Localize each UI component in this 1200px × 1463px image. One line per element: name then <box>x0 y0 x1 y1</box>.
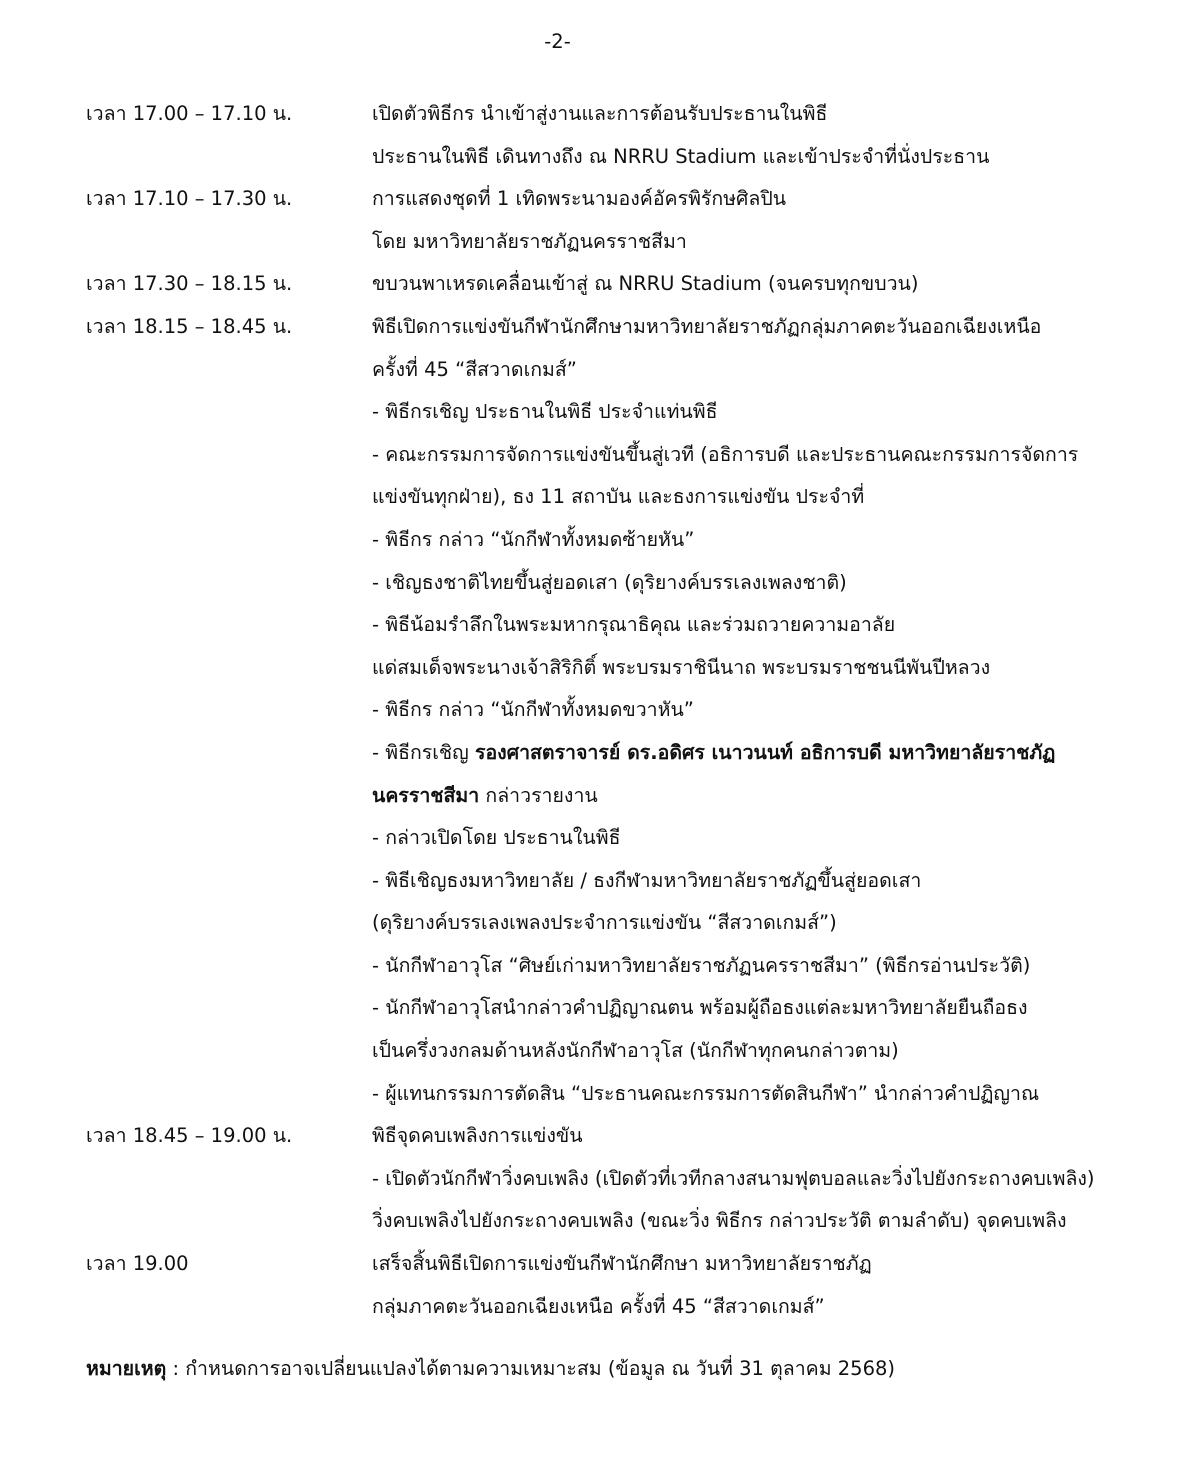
text-segment: เปิดตัวพิธีกร นำเข้าสู่งานและการต้อนรับประธานในพิธี <box>372 102 828 125</box>
schedule-text <box>372 1073 1039 1116</box>
schedule-text <box>372 178 786 221</box>
text-segment: - พิธีกรเชิญ ประธานในพิธี ประจำแท่นพิธี <box>372 400 718 424</box>
schedule-line <box>0 391 1200 434</box>
text-segment: ครั้งที่ 45 “สีสวาดเกมส์” <box>372 357 577 381</box>
text-segment: - เชิญธงชาติไทยขึ้นสู่ยอดเสา (ดุริยางค์บรรเลงเพลงชาติ) <box>372 570 847 594</box>
schedule-text <box>372 689 694 732</box>
text-segment: - พิธีกรเชิญ <box>372 740 475 764</box>
bold-text-segment: นครราชสีมา <box>372 783 480 807</box>
schedule-line <box>0 1158 1200 1201</box>
schedule-line <box>0 306 1200 349</box>
text-segment: ประธานในพิธี เดินทางถึง ณ NRRU Stadium และเข้าประจำที่นั่งประธาน <box>372 144 990 168</box>
schedule-line <box>0 902 1200 945</box>
schedule-text <box>372 945 1030 988</box>
schedule-line <box>0 817 1200 860</box>
text-segment: - พิธีกร กล่าว “นักกีฬาทั้งหมดซ้ายหัน” <box>372 527 695 551</box>
schedule-line <box>0 1200 1200 1243</box>
schedule-line <box>0 1286 1200 1329</box>
text-segment: วิ่งคบเพลิงไปยังกระถางคบเพลิง (ขณะวิ่ง พิธีกร กล่าวประวัติ ตามลำดับ) จุดคบเพลิง <box>372 1209 1067 1233</box>
schedule-text <box>372 732 1055 775</box>
schedule-text <box>372 1243 872 1286</box>
note-label: หมายเหตุ <box>86 1357 167 1380</box>
text-segment: - พิธีน้อมรำลึกในพระมหากรุณาธิคุณ และร่วมถวายความอาลัย <box>372 613 896 637</box>
schedule-line <box>0 1073 1200 1116</box>
schedule-time: เวลา 18.15 – 18.45 น. <box>86 314 293 338</box>
text-segment: - นักกีฬาอาวุโสนำกล่าวคำปฏิญาณตน พร้อมผู้ถือธงแต่ละมหาวิทยาลัยยืนถือธง <box>372 996 1028 1020</box>
schedule-line <box>0 732 1200 775</box>
note <box>86 1348 895 1390</box>
schedule-line <box>0 945 1200 988</box>
schedule-text <box>372 1030 899 1073</box>
schedule-line <box>0 775 1200 818</box>
text-segment: - นักกีฬาอาวุโส “ศิษย์เก่ามหาวิทยาลัยราชภัฏนครราชสีมา” (พิธีกรอ่านประวัติ) <box>372 953 1031 977</box>
schedule-text <box>372 93 827 136</box>
text-segment: - ผู้แทนกรรมการตัดสิน “ประธานคณะกรรมการตัดสินกีฬา” นำกล่าวคำปฏิญาณ <box>372 1081 1040 1105</box>
schedule-text <box>372 476 864 519</box>
text-segment: ขบวนพาเหรดเคลื่อนเข้าสู่ ณ NRRU Stadium (จนครบทุกขบวน) <box>372 272 919 296</box>
schedule-text <box>372 306 1041 349</box>
schedule-line <box>0 562 1200 605</box>
schedule-text <box>372 1115 583 1158</box>
schedule-line <box>0 434 1200 477</box>
schedule-text <box>372 817 620 860</box>
schedule-text <box>372 349 577 392</box>
schedule-text <box>372 647 990 690</box>
schedule-time: เวลา 17.00 – 17.10 น. <box>86 102 293 125</box>
schedule-text <box>372 221 687 264</box>
text-segment: เสร็จสิ้นพิธีเปิดการแข่งขันกีฬานักศึกษา มหาวิทยาลัยราชภัฏ <box>372 1252 872 1276</box>
schedule-line <box>0 178 1200 221</box>
schedule-line <box>0 519 1200 562</box>
text-segment: พิธีเปิดการแข่งขันกีฬานักศึกษามหาวิทยาลัยราชภัฏกลุ่มภาคตะวันออกเฉียงเหนือ <box>372 314 1042 338</box>
schedule-text <box>372 1158 1095 1201</box>
bold-text-segment: รองศาสตราจารย์ ดร.อดิศร เนาวนนท์ อธิการบดี มหาวิทยาลัยราชภัฏ <box>474 740 1056 764</box>
schedule-line <box>0 263 1200 306</box>
text-segment: - พิธีเชิญธงมหาวิทยาลัย / ธงกีฬามหาวิทยาลัยราชภัฏขึ้นสู่ยอดเสา <box>372 868 922 892</box>
schedule-line <box>0 647 1200 690</box>
schedule-text <box>372 1286 825 1329</box>
schedule-text <box>372 562 847 605</box>
schedule-time: เวลา 17.10 – 17.30 น. <box>86 187 293 211</box>
schedule-line <box>0 136 1200 179</box>
text-segment: โดย มหาวิทยาลัยราชภัฏนครราชสีมา <box>372 229 687 253</box>
schedule-line <box>0 1030 1200 1073</box>
text-segment: - กล่าวเปิดโดย ประธานในพิธี <box>372 826 621 850</box>
schedule-text <box>372 136 989 179</box>
schedule-line <box>0 860 1200 903</box>
schedule-text <box>372 519 694 562</box>
text-segment: การแสดงชุดที่ 1 เทิดพระนามองค์อัครพิรักษศิลปิน <box>372 187 787 211</box>
text-segment: - เปิดตัวนักกีฬาวิ่งคบเพลิง (เปิดตัวที่เวทีกลางสนามฟุตบอลและวิ่งไปยังกระถางคบเพลิง) <box>372 1166 1095 1190</box>
schedule-line <box>0 349 1200 392</box>
text-segment: พิธีจุดคบเพลิงการแข่งขัน <box>372 1124 583 1148</box>
schedule-text <box>372 434 1078 477</box>
schedule-line <box>0 987 1200 1030</box>
text-segment: (ดุริยางค์บรรเลงเพลงประจำการแข่งขัน “สีสวาดเกมส์”) <box>372 911 837 935</box>
schedule-text <box>372 902 837 945</box>
schedule-line <box>0 221 1200 264</box>
schedule-text <box>372 1200 1067 1243</box>
text-segment: กล่าวรายงาน <box>479 783 598 807</box>
schedule-text <box>372 987 1028 1030</box>
schedule-time: เวลา 17.30 – 18.15 น. <box>86 272 293 296</box>
schedule-text <box>372 263 918 306</box>
page-number: -2- <box>544 30 571 53</box>
schedule-line <box>0 1115 1200 1158</box>
schedule-line <box>0 689 1200 732</box>
schedule-line <box>0 1243 1200 1286</box>
text-segment: - พิธีกร กล่าว “นักกีฬาทั้งหมดขวาหัน” <box>372 698 694 722</box>
schedule-line <box>0 476 1200 519</box>
schedule-line <box>0 604 1200 647</box>
schedule-text <box>372 775 598 818</box>
note-text: : กำหนดการอาจเปลี่ยนแปลงได้ตามความเหมาะสม (ข้อมูล ณ วันที่ 31 ตุลาคม 2568) <box>166 1357 895 1380</box>
schedule-text <box>372 604 895 647</box>
text-segment: กลุ่มภาคตะวันออกเฉียงเหนือ ครั้งที่ 45 “สีสวาดเกมส์” <box>372 1294 825 1318</box>
schedule-text <box>372 391 718 434</box>
schedule-text <box>372 860 921 903</box>
text-segment: แด่สมเด็จพระนางเจ้าสิริกิติ์ พระบรมราชินีนาถ พระบรมราชชนนีพันปีหลวง <box>372 655 991 679</box>
schedule-line <box>0 93 1200 136</box>
text-segment: เป็นครึ่งวงกลมด้านหลังนักกีฬาอาวุโส (นักกีฬาทุกคนกล่าวตาม) <box>372 1039 899 1063</box>
schedule-time: เวลา 18.45 – 19.00 น. <box>86 1124 293 1148</box>
text-segment: แข่งขันทุกฝ่าย), ธง 11 สถาบัน และธงการแข่งขัน ประจำที่ <box>372 485 865 509</box>
schedule <box>0 93 1200 1328</box>
schedule-time: เวลา 19.00 <box>86 1252 189 1276</box>
text-segment: - คณะกรรมการจัดการแข่งขันขึ้นสู่เวที (อธิการบดี และประธานคณะกรรมการจัดการ <box>372 442 1079 466</box>
